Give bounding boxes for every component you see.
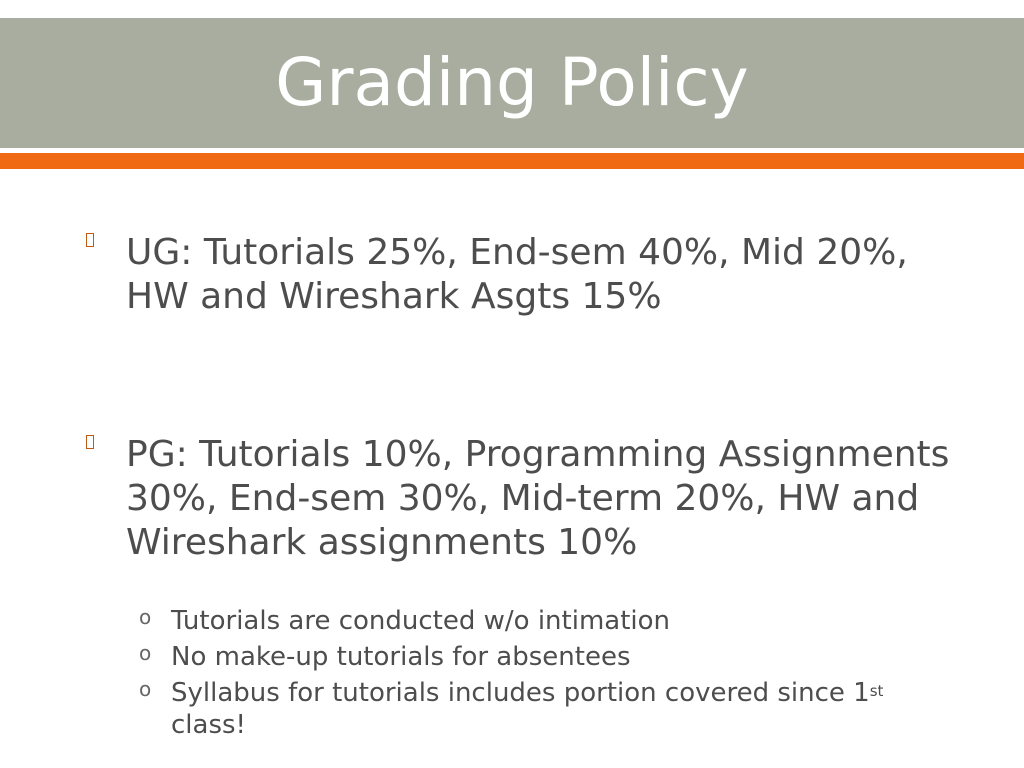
sub-bullet-3-text-b: class!	[171, 710, 246, 740]
sub-bullet-2	[139, 641, 951, 673]
sub-bullet-1-text: Tutorials are conducted w/o intimation	[171, 606, 671, 636]
bullet-pg	[126, 433, 966, 565]
sub-bullet-1	[139, 605, 951, 637]
bullet-ug-text: UG: Tutorials 25%, End-sem 40%, Mid 20%, HW and Wireshark Asgts 15%	[126, 232, 908, 317]
circle-bullet-icon: o	[139, 677, 152, 701]
sub-bullet-3-sup: st	[869, 682, 884, 700]
circle-bullet-icon: o	[139, 605, 152, 629]
bullet-ug	[126, 231, 966, 319]
bullet-marker-icon	[86, 233, 94, 247]
sub-bullet-3	[139, 677, 951, 741]
sub-bullet-2-text: No make-up tutorials for absentees	[171, 642, 631, 672]
bullet-marker-icon	[86, 435, 94, 449]
bullet-pg-text: PG: Tutorials 10%, Programming Assignments 30%, End-sem 30%, Mid-term 20%, HW and Wireshark assignments 10%	[126, 434, 950, 563]
circle-bullet-icon: o	[139, 641, 152, 665]
sub-bullet-3-text-a: Syllabus for tutorials includes portion covered since 1	[171, 678, 870, 708]
slide-title: Grading Policy	[275, 44, 749, 121]
